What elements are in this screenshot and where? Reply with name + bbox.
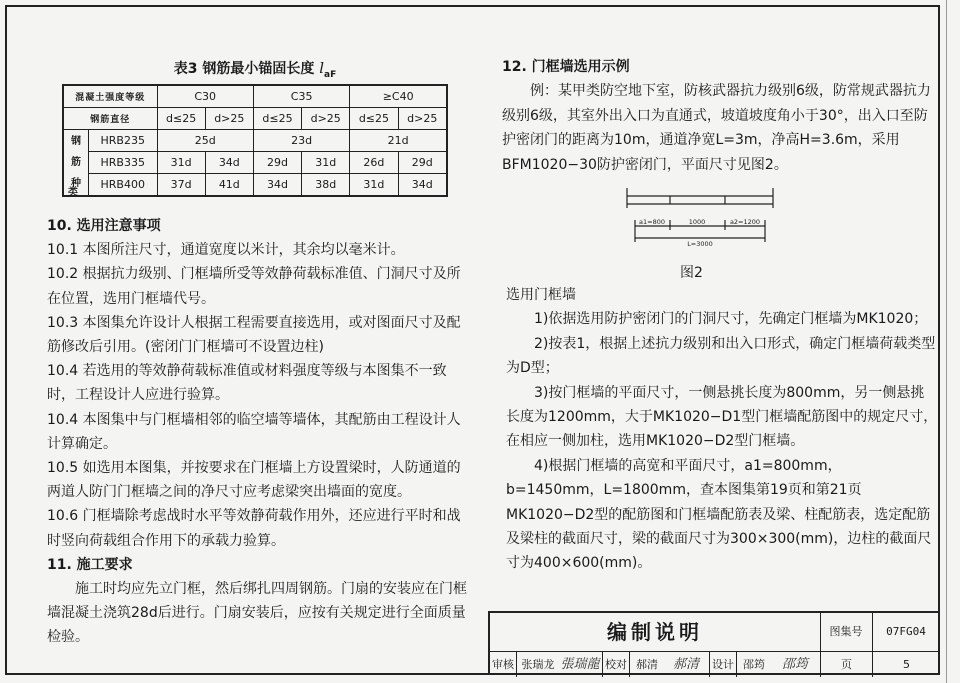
check-label: 校对 (605, 658, 627, 671)
value-cell: 31d (350, 174, 398, 197)
grade-c40: ≥C40 (350, 85, 447, 108)
value-cell: 41d (205, 174, 253, 197)
grade-c35: C35 (253, 85, 349, 108)
value-cell: 34d (253, 174, 301, 197)
value-cell: 31d (157, 152, 205, 174)
page-label: 页 (841, 658, 852, 671)
section11-text: 施工时均应先立门框，然后绑扎四周钢筋。门扇的安装应在门框墙混凝土浇筑28d后进行。门扇安装后，应按有关规定进行全面质量检验。 (47, 581, 467, 646)
selection-step: 3)按门框墙的平面尺寸，一侧悬挑长度为800mm，另一侧悬挑长度为1200mm，大于MK1020−D1型门框墙配筋图中的规定尺寸，在相应一侧加柱，选用MK1020−D2型门框墙。 (506, 384, 938, 450)
notes-left-column (47, 214, 467, 650)
table-row (63, 108, 447, 130)
value-cell: 29d (398, 152, 447, 174)
atlas-number: 07FG04 (886, 625, 926, 638)
review-name: 张瑞龙 (521, 658, 555, 671)
dim-label-L: L=3000 (687, 240, 713, 248)
sheet-trim-line (946, 0, 947, 683)
value-cell: 34d (398, 174, 447, 197)
note-item: 10.6 门框墙除考虑战时水平等效静荷载作用外，还应进行平时和战时竖向荷载组合作用下的承载力验算。 (47, 508, 461, 549)
dim-label-a1: a1=800 (639, 218, 665, 226)
grade-c30: C30 (157, 85, 253, 108)
bar-type-hrb335: HRB335 (89, 152, 158, 174)
review-label: 审核 (492, 658, 514, 671)
value-cell: 21d (350, 130, 447, 152)
header-bar-diameter: 钢筋直径 (63, 108, 157, 130)
title-block-row-signatures (490, 652, 940, 677)
design-label: 设计 (712, 658, 734, 671)
example-text: 例：某甲类防空地下室，防核武器抗力级别6级，防常规武器抗力级别6级，其室外出入口为直通式，坡道坡度角小于30°，出入口至防护密闭门的距离为10m，通道净宽L=3m，净高H=3.6m，采用BFM1020−30防护密闭门，平面尺寸见图2。 (502, 83, 931, 173)
design-signature: 邵筠 (781, 657, 808, 672)
figure2-plan-diagram (615, 180, 785, 250)
note-item: 10.5 如选用本图集，并按要求在门框墙上方设置梁时，人防通道的两道人防门门框墙之间的净尺寸应考虑梁突出墙面的宽度。 (47, 460, 461, 501)
selection-step: 4)根据门框墙的高宽和平面尺寸，a1=800mm，b=1450mm，L=1800mm，查本图集第19页和第21页MK1020−D2型的配筋图和门框墙配筋表及梁、柱配筋表，选定配筋及梁柱的截面尺寸，梁的截面尺寸为300×300(mm)，边柱的截面尺寸为400×600(mm)。 (506, 457, 932, 572)
dim-label-mid: 1000 (688, 218, 706, 226)
check-name: 郝清 (636, 658, 658, 671)
section10-heading: 10. 选用注意事项 (47, 218, 161, 234)
selection-step: 2)按表1，根据上述抗力级别和出入口形式，确定门框墙荷载类型为D型； (506, 335, 936, 377)
table3-title-symbol: l (319, 59, 325, 77)
value-cell: 25d (157, 130, 253, 152)
bar-type-char-4: 类 (68, 187, 78, 198)
value-cell: 38d (302, 174, 350, 197)
title-block (488, 611, 940, 675)
diameter-cell: d>25 (302, 108, 350, 130)
diameter-cell: d≤25 (350, 108, 398, 130)
table3-title (60, 58, 450, 80)
bar-type-char: 种 (71, 178, 81, 189)
note-item: 10.3 本图集允许设计人根据工程需要直接选用，或对图面尺寸及配筋修改后引用。(密闭门门框墙可不设置边柱) (47, 314, 461, 356)
note-item: 10.1 本图所注尺寸，通道宽度以米计，其余均以毫米计。 (47, 242, 405, 259)
anchorage-length-table (62, 84, 448, 197)
selection-heading: 选用门框墙 (506, 287, 576, 303)
value-cell: 29d (253, 152, 301, 174)
table-row (63, 130, 447, 152)
page-number: 5 (903, 658, 910, 671)
dim-label-a2: a2=1200 (729, 218, 761, 226)
example-section (502, 55, 932, 177)
design-name: 邵筠 (743, 658, 765, 671)
bar-type-char: 筋 (71, 157, 81, 168)
check-signature: 郝清 (672, 657, 699, 672)
value-cell: 23d (253, 130, 349, 152)
diameter-cell: d>25 (398, 108, 447, 130)
bar-type-hrb400: HRB400 (89, 174, 158, 197)
note-item: 10.2 根据抗力级别、门框墙所受等效静荷载标准值、门洞尺寸及所在位置，选用门框墙代号。 (47, 266, 461, 307)
bar-type-hrb235: HRB235 (89, 130, 158, 152)
table-row (63, 152, 447, 174)
section11-heading: 11. 施工要求 (47, 556, 133, 573)
note-item: 10.4 若选用的等效静荷载标准值或材料强度等级与本图集不一致时，工程设计人应进行验算。 (47, 363, 447, 404)
atlas-number-label: 图集号 (820, 613, 873, 651)
value-cell: 26d (350, 152, 398, 174)
selection-step: 1)依据选用防护密闭门的门洞尺寸，先确定门框墙为MK1020； (534, 311, 928, 328)
diameter-cell: d≤25 (253, 108, 301, 130)
bar-type-char: 钢 (71, 136, 81, 147)
value-cell: 34d (205, 152, 253, 174)
diameter-cell: d≤25 (157, 108, 205, 130)
header-concrete-grade: 混凝土强度等级 (63, 85, 157, 108)
section12-heading: 12. 门框墙选用示例 (502, 59, 630, 75)
value-cell: 37d (157, 174, 205, 197)
figure2-caption: 图2 (680, 265, 703, 281)
table-row (63, 174, 447, 197)
value-cell: 31d (302, 152, 350, 174)
title-block-row-main (490, 613, 940, 652)
table-row (63, 85, 447, 108)
diameter-cell: d>25 (205, 108, 253, 130)
table3-title-subscript: aF (324, 69, 337, 80)
selection-section (506, 283, 938, 576)
note-item: 10.4 本图集中与门框墙相邻的临空墙等墙体，其配筋由工程设计人计算确定。 (47, 411, 461, 452)
review-signature: 張瑞龍 (560, 657, 600, 672)
table3-title-prefix: 表3 钢筋最小锚固长度 (173, 61, 320, 77)
sheet-title: 编制说明 (490, 613, 821, 651)
